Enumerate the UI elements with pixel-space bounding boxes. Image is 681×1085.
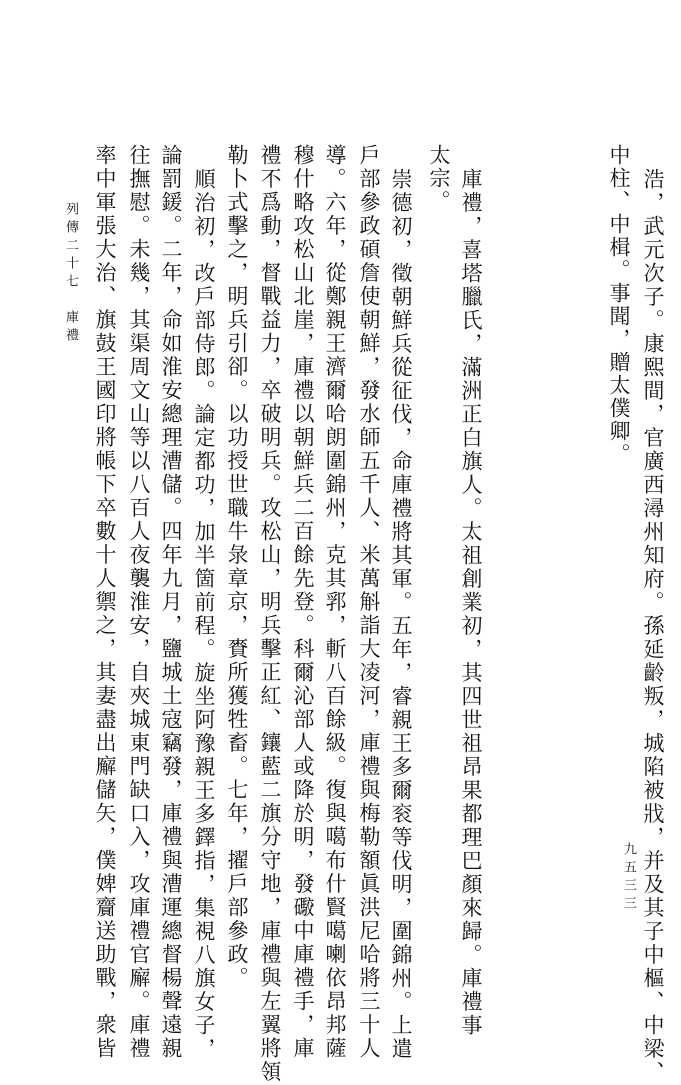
text-column: 中柱、中楫。事聞，贈太僕卿。 xyxy=(607,144,631,466)
page-number: 九五三三 xyxy=(621,842,636,914)
text-column: 戶部參政碩詹使朝鮮，發水師五千人、米萬斛詣大凌河，庫禮與梅勒額眞洪尼哈將三十人 xyxy=(357,144,381,1061)
text-column: 太宗。 xyxy=(427,144,451,213)
text-column: 庫禮，喜塔臘氏，滿洲正白旗人。太祖創業初，其四世祖昂果都理巴顏來歸。庫禮事 xyxy=(459,168,483,1038)
text-column: 禮不爲動，督戰益力，卒破明兵。攻松山，明兵擊正紅、鑲藍二旗分守地，庫禮與左翼將領 xyxy=(258,144,282,1084)
text-column: 往撫慰。未幾，其渠周文山等以八百人夜襲淮安，自夾城東門缺口入，攻庫禮官廨。庫禮 xyxy=(127,144,151,1061)
text-column: 浩，武元次子。康熙間，官廣西潯州知府。孫延齡叛，城陷被戕，并及其子中樞、中梁、 xyxy=(641,168,665,1085)
text-column: 勒卜式擊之，明兵引卻。以功授世職牛彔章京，賚所獲牲畜。七年，擢戶部參政。 xyxy=(225,144,249,990)
text-column: 導。六年，從鄭親王濟爾哈朗圍錦州，克其郛，斬八百餘級。復與噶布什賢噶喇依昂邦薩 xyxy=(323,144,347,1061)
text-column: 崇德初，徵朝鮮兵從征伐，命庫禮將其軍。五年，睿親王多爾衮等伐明，圍錦州。上遣 xyxy=(389,168,413,1061)
text-column: 順治初，改戶部侍郎。論定都功，加半箇前程。旋坐阿豫親王多鐸指，集視八旗女子， xyxy=(192,168,216,1061)
text-column: 論罰鍰。二年，命如淮安總理漕儲。四年九月，鹽城土寇竊發，庫禮與漕運總督楊聲遠親 xyxy=(159,144,183,1061)
text-column: 穆什略攻松山北崖，庫禮以朝鮮兵二百餘先登。科爾沁部人或降於明，發礮中庫禮手，庫 xyxy=(291,144,315,1061)
running-header: 列傳二十七 庫禮 xyxy=(63,202,78,346)
text-column: 率中軍張大治、旗鼓王國印將帳下卒數十人禦之，其妻盡出廨儲矢，僕婢齎送助戰，衆皆 xyxy=(93,144,117,1061)
